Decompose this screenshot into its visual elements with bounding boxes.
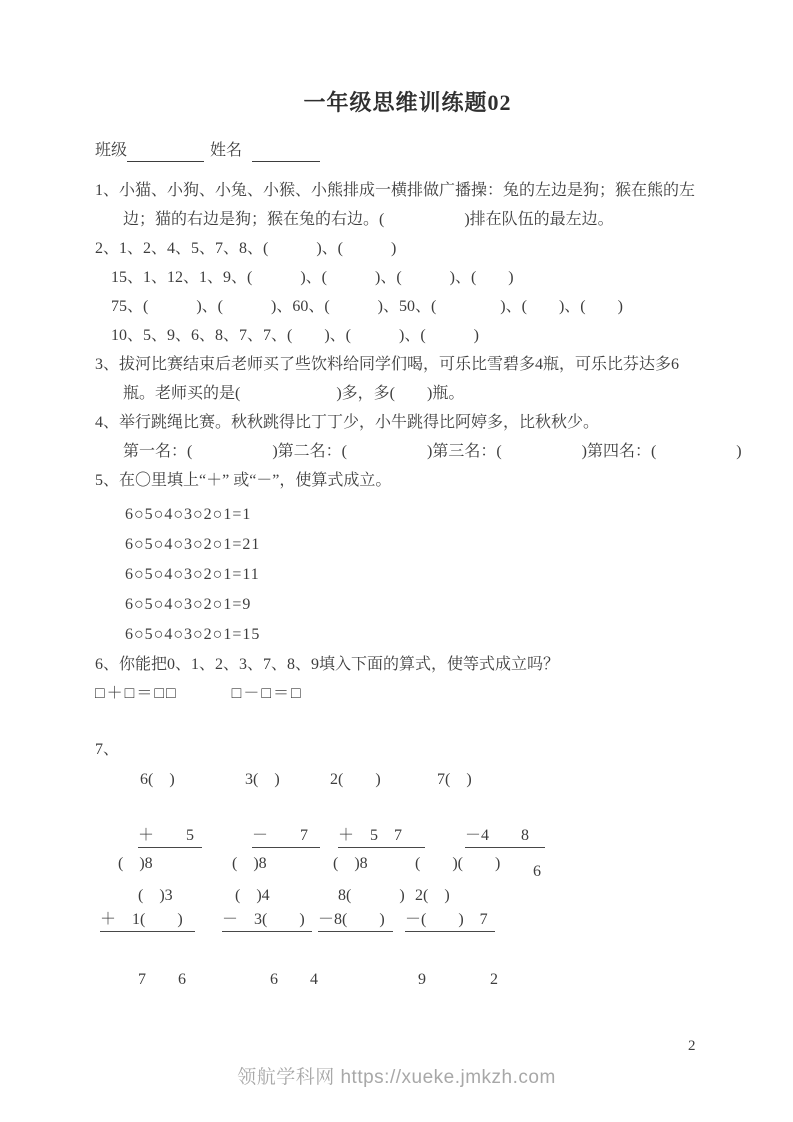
vp-top: 2( ) <box>330 771 381 788</box>
question-3-line-2: 瓶。老师买的是( )多，多( )瓶。 <box>123 385 465 402</box>
vp-top: ( )8 <box>118 855 153 872</box>
vp-middle: ＋ 5 <box>138 826 202 848</box>
vp-result: 2( ) <box>415 887 450 904</box>
watermark-text: 领航学科网 https://xueke.jmkzh.com <box>237 1067 556 1088</box>
vp-top: ( )( ) <box>415 855 501 872</box>
equation-line: 6○5○4○3○2○1=21 <box>125 536 261 553</box>
vp-result: ( )3 <box>138 887 173 904</box>
question-2-line-4: 10、5、9、6、8、7、7、( )、( )、( ) <box>111 327 479 344</box>
vp-middle: － 7 <box>252 826 320 848</box>
vp-middle: －8( ) <box>318 910 393 932</box>
vertical-problem-6 <box>222 818 318 1026</box>
vp-top: 7( ) <box>437 771 472 788</box>
equation-line: 6○5○4○3○2○1=9 <box>125 596 252 613</box>
vp-result <box>318 970 393 990</box>
vertical-problem-8 <box>405 818 500 1026</box>
class-label: 班级 <box>95 142 128 159</box>
question-2-line-1: 2、1、2、4、5、7、8、( )、( ) <box>95 240 397 257</box>
vp-top: ( )8 <box>333 855 368 872</box>
class-blank-line <box>127 143 204 162</box>
question-4-line-1: 4、举行跳绳比赛。秋秋跳得比丁丁少，小牛跳得比阿婷多，比秋秋少。 <box>95 414 600 431</box>
equation-line: 6○5○4○3○2○1=1 <box>125 506 252 523</box>
question-7 <box>95 734 720 988</box>
vp-result: 8( ) <box>338 887 405 904</box>
vp-result: 6 4 <box>270 971 319 988</box>
question-7-label: 7、 <box>95 741 120 758</box>
equation-line: 6○5○4○3○2○1=11 <box>125 566 260 583</box>
question-2-line-3: 75、( )、( )、60、( )、50、( )、( )、( ) <box>111 298 623 315</box>
name-label: 姓名 <box>210 142 243 159</box>
vp-result: 7 6 <box>138 971 187 988</box>
question-4-line-2: 第一名：( )第二名：( )第三名：( )第四名：( ) <box>123 443 742 460</box>
vp-middle: ＋ 1( ) <box>100 910 195 932</box>
vp-top: 3( ) <box>245 771 280 788</box>
vp-result: ( )4 <box>235 887 270 904</box>
worksheet-content <box>95 88 742 988</box>
question-5-equations <box>95 500 720 650</box>
question-6-heading: 6、你能把0、1、2、3、7、8、9填入下面的算式，使等式成立吗？ <box>95 656 560 673</box>
question-2-line-2: 15、1、12、1、9、( )、( )、( )、( ) <box>111 269 514 286</box>
vp-middle: － 3( ) <box>222 910 312 932</box>
question-1-line-1: 1、小猫、小狗、小兔、小猴、小熊排成一横排做广播操：兔的左边是狗；猴在熊的左 <box>95 182 696 199</box>
name-blank-line <box>252 143 320 162</box>
question-6-equation-line: □＋□＝□□ □－□＝□ <box>95 685 303 702</box>
question-1-line-2: 边；猫的右边是狗；猴在兔的右边。( )排在队伍的最左边。 <box>123 211 614 228</box>
vp-top: ( )8 <box>232 855 267 872</box>
vp-middle: －( ) 7 <box>405 910 495 932</box>
vp-middle: ＋ 5 7 <box>338 826 425 848</box>
page-number: 2 <box>688 1038 696 1054</box>
question-3-line-1: 3、拔河比赛结束后老师买了些饮料给同学们喝，可乐比雪碧多4瓶，可乐比芬达多6 <box>95 356 680 373</box>
vertical-problem-5 <box>100 818 195 1026</box>
stray-answer-digit: 6 <box>533 863 541 880</box>
equation-line: 6○5○4○3○2○1=15 <box>125 626 261 643</box>
question-5-heading: 5、在〇里填上“＋” 或“－”，使算式成立。 <box>95 472 392 489</box>
vertical-problem-7 <box>318 818 393 1026</box>
page-title: 一年级思维训练题02 <box>303 90 512 115</box>
vp-top: 6( ) <box>140 771 175 788</box>
vp-result: 9 2 <box>418 971 499 988</box>
header-row <box>95 140 720 162</box>
vp-middle: －4 8 <box>465 826 545 848</box>
